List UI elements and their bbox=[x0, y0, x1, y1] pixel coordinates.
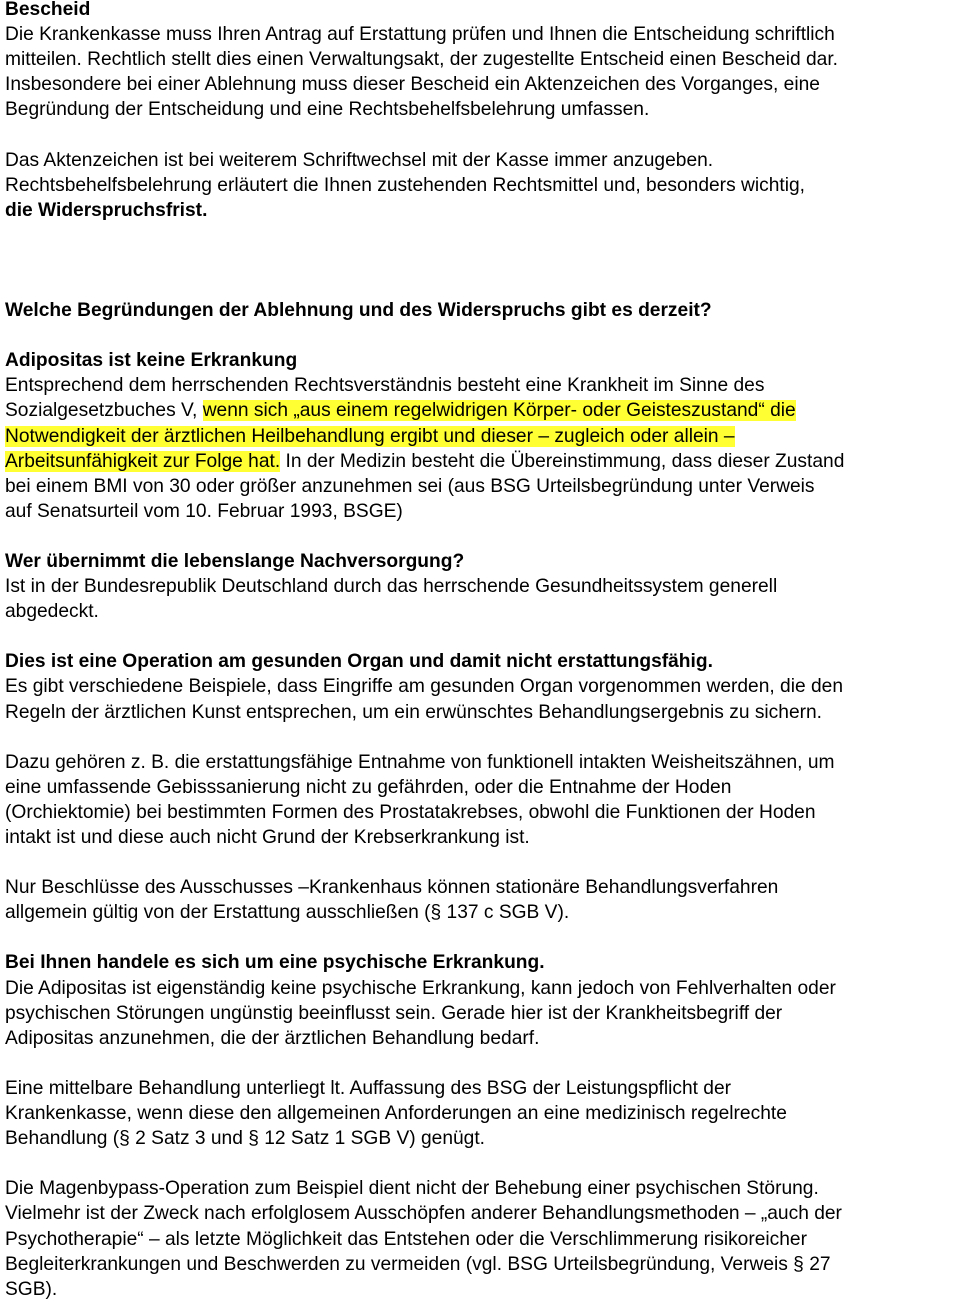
text-line bbox=[5, 398, 957, 423]
section-heading-adipositas: Adipositas ist keine Erkrankung bbox=[5, 350, 298, 372]
text-line: Die Krankenkasse muss Ihren Antrag auf Erstattung prüfen und Ihnen die Entscheidung schriftlich bbox=[5, 24, 835, 46]
highlighted-text: wenn sich „aus einem regelwidrigen Körper- oder Geisteszustand“ die bbox=[202, 400, 796, 422]
section-heading-bescheid: Bescheid bbox=[5, 0, 91, 20]
text-line: (Orchiektomie) bei bestimmten Formen des Prostatakrebses, obwohl die Funktionen der Hoden bbox=[5, 801, 816, 823]
text-line bbox=[5, 449, 957, 474]
text-line: auf Senatsurteil vom 10. Februar 1993, BSGE) bbox=[5, 500, 403, 522]
section-heading-operation: Dies ist eine Operation am gesunden Organ und damit nicht erstattungsfähig. bbox=[5, 651, 713, 673]
text-line: SGB). bbox=[5, 1278, 58, 1300]
text-line: Behandlung (§ 2 Satz 3 und § 12 Satz 1 SGB V) genügt. bbox=[5, 1128, 486, 1150]
text-line: Begleiterkrankungen und Beschwerden zu vermeiden (vgl. BSG Urteilsbegründung, Verweis § 27 bbox=[5, 1253, 831, 1275]
text-line: Nur Beschlüsse des Ausschusses –Krankenhaus können stationäre Behandlungsverfahren bbox=[5, 877, 779, 899]
text-line: Regeln der ärztlichen Kunst entsprechen, um ein erwünschtes Behandlungsergebnis zu sichern. bbox=[5, 701, 823, 723]
text-line: Adipositas anzunehmen, die der ärztlichen Behandlung bedarf. bbox=[5, 1027, 540, 1049]
text-line: Eine mittelbare Behandlung unterliegt lt. Auffassung des BSG der Leistungspflicht der bbox=[5, 1077, 732, 1099]
highlighted-text: Notwendigkeit der ärztlichen Heilbehandlung ergibt und dieser – zugleich oder allein – bbox=[5, 425, 735, 447]
text-line: mitteilen. Rechtlich stellt dies einen Verwaltungsakt, der zugestellte Entscheid einen Bescheid dar. bbox=[5, 49, 838, 71]
bold-text-line: die Widerspruchsfrist. bbox=[5, 199, 208, 221]
section-heading-nachversorgung: Wer übernimmt die lebenslange Nachversorgung? bbox=[5, 550, 465, 572]
text-line bbox=[5, 424, 957, 449]
text-line: eine umfassende Gebisssanierung nicht zu gefährden, oder die Entnahme der Hoden bbox=[5, 776, 732, 798]
text-line: Dazu gehören z. B. die erstattungsfähige Entnahme von funktionell intakten Weisheitszähnen, um bbox=[5, 751, 835, 773]
text-line: bei einem BMI von 30 oder größer anzunehmen sei (aus BSG Urteilsbegründung unter Verweis bbox=[5, 475, 815, 497]
text-line: Vielmehr ist der Zweck nach erfolglosem Ausschöpfen anderer Behandlungsmethoden – „auch der bbox=[5, 1203, 842, 1225]
plain-text: In der Medizin besteht die Übereinstimmung, dass dieser Zustand bbox=[280, 450, 845, 472]
text-line: psychischen Störungen ungünstig beeinflusst sein. Gerade hier ist der Krankheitsbegriff der bbox=[5, 1002, 783, 1024]
question-heading: Welche Begründungen der Ablehnung und des Widerspruchs gibt es derzeit? bbox=[5, 300, 712, 322]
text-line: Psychotherapie“ – als letzte Möglichkeit das Entstehen oder die Verschlimmerung risikoreicher bbox=[5, 1228, 807, 1250]
text-line: Krankenkasse, wenn diese den allgemeinen Anforderungen an eine medizinisch regelrechte bbox=[5, 1103, 787, 1125]
text-line: Die Adipositas ist eigenständig keine psychische Erkrankung, kann jedoch von Fehlverhalten oder bbox=[5, 977, 836, 999]
text-line: abgedeckt. bbox=[5, 601, 99, 623]
text-line: Die Magenbypass-Operation zum Beispiel dient nicht der Behebung einer psychischen Störung. bbox=[5, 1178, 819, 1200]
document-page bbox=[5, 0, 957, 1302]
text-line: Insbesondere bei einer Ablehnung muss dieser Bescheid ein Aktenzeichen des Vorganges, eine bbox=[5, 74, 820, 96]
text-line: allgemein gültig von der Erstattung ausschließen (§ 137 c SGB V). bbox=[5, 902, 570, 924]
text-line: Entsprechend dem herrschenden Rechtsverständnis besteht eine Krankheit im Sinne des bbox=[5, 375, 765, 397]
section-heading-psychisch: Bei Ihnen handele es sich um eine psychische Erkrankung. bbox=[5, 952, 545, 974]
plain-text: Sozialgesetzbuches V, bbox=[5, 400, 203, 422]
text-line: Ist in der Bundesrepublik Deutschland durch das herrschende Gesundheitssystem generell bbox=[5, 576, 778, 598]
text-line: Das Aktenzeichen ist bei weiterem Schriftwechsel mit der Kasse immer anzugeben. bbox=[5, 149, 714, 171]
text-line: intakt ist und diese auch nicht Grund der Krebserkrankung ist. bbox=[5, 827, 530, 848]
highlighted-text: Arbeitsunfähigkeit zur Folge hat. bbox=[5, 450, 281, 472]
text-line: Rechtsbehelfsbelehrung erläutert die Ihnen zustehenden Rechtsmittel und, besonders wichtig, bbox=[5, 174, 805, 196]
text-line: Es gibt verschiedene Beispiele, dass Eingriffe am gesunden Organ vorgenommen werden, die den bbox=[5, 676, 844, 698]
text-line: Begründung der Entscheidung und eine Rechtsbehelfsbelehrung umfassen. bbox=[5, 99, 650, 121]
